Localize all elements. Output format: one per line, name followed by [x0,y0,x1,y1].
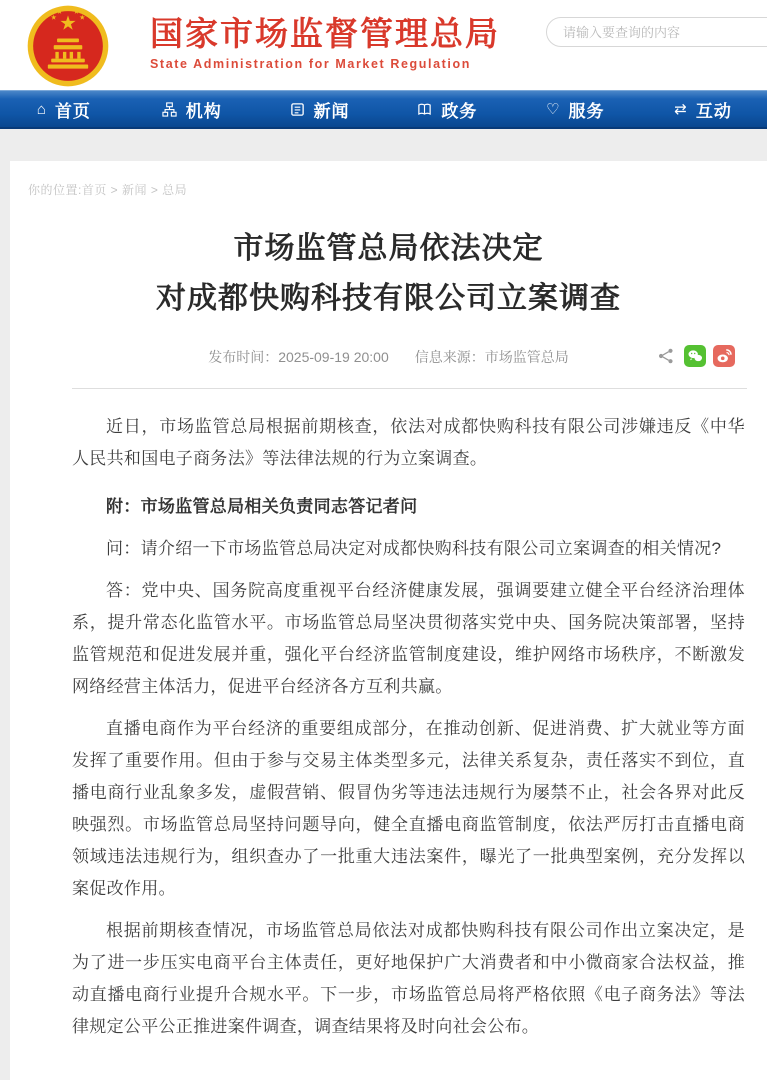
heart-icon: ♡ [546,100,560,118]
nav-item-interaction[interactable] [639,91,767,127]
paragraph: 问：请介绍一下市场监管总局决定对成都快购科技有限公司立案调查的相关情况? [106,539,722,558]
news-icon [290,102,305,117]
search-input[interactable] [546,17,767,47]
share-icon[interactable] [657,346,677,366]
source-value: 市场监管总局 [484,349,569,365]
home-icon: ⌂ [36,100,46,118]
article-card [10,161,767,1080]
org-chart-icon [162,102,177,117]
page-gap [0,129,767,161]
paragraph: 直播电商作为平台经济的重要组成部分，在推动创新、促进消费、扩大就业等方面发挥了重要作用。但由于参与交易主体类型多元，法律关系复杂，责任落实不到位，直播电商行业乱象多发，虚假营销、假冒伪劣等违法违规行为屡禁不止，社会各界对此反映强烈。市场监管总局坚持问题导向，健全直播电商监管制度，依法严厉打击直播电商领域违法违规行为，组织查办了一批重大违法案件，曝光了一批典型案例，充分发挥以案促改作用。 [72,719,745,898]
exchange-arrows-icon: ⇄ [674,100,687,118]
share-toolbar [657,345,735,367]
nav-item-organization[interactable] [128,91,256,127]
wechat-share-icon[interactable] [684,345,706,367]
national-emblem-logo [20,4,116,88]
main-nav [0,90,767,129]
source-label: 信息来源： [414,349,485,365]
site-subtitle: State Administration for Market Regulation [150,57,471,71]
nav-label-home: 首页 [54,101,91,121]
nav-label-news: 新闻 [313,101,350,121]
page-title-line2: 对成都快购科技有限公司立案调查 [156,282,621,315]
paragraph: 近日，市场监管总局根据前期核查，依法对成都快购科技有限公司涉嫌违反《中华人民共和国电子商务法》等法律法规的行为立案调查。 [72,417,745,468]
nav-item-news[interactable] [256,91,384,127]
page-title [10,224,767,324]
paragraph: 答：党中央、国务院高度重视平台经济健康发展，强调要建立健全平台经济治理体系，提升常态化监管水平。市场监管总局坚决贯彻落实党中央、国务院决策部署，坚持监管规范和促进发展并重，强化平台经济监管制度建设，维护网络市场秩序，不断激发网络经营主体活力，促进平台经济各方互利共赢。 [72,581,745,696]
article-meta [10,344,767,370]
page-title-line1: 市场监管总局依法决定 [233,232,544,265]
site-title: 国家市场监督管理总局 [150,15,500,52]
nav-item-government-affairs[interactable] [383,91,511,127]
open-book-icon [417,102,432,117]
site-branding [150,16,500,71]
nav-item-home[interactable] [0,91,128,127]
nav-label-organization: 机构 [185,101,222,121]
breadcrumb[interactable]: 你的位置:首页 > 新闻 > 总局 [28,183,188,197]
site-header [0,0,767,90]
paragraph: 根据前期核查情况，市场监管总局依法对成都快购科技有限公司作出立案决定，是为了进一步压实电商平台主体责任，更好地保护广大消费者和中小微商家合法权益，推动直播电商行业提升合规水平。下一步，市场监管总局将严格依照《电子商务法》等法律规定公平公正推进案件调查，调查结果将及时向社会公布。 [72,921,745,1036]
nav-label-government-affairs: 政务 [441,101,478,121]
weibo-share-icon[interactable] [713,345,735,367]
article-body [10,389,767,1043]
attachment-heading: 附：市场监管总局相关负责同志答记者问 [106,497,418,516]
nav-label-interaction: 互动 [695,101,732,121]
nav-label-services: 服务 [568,101,605,121]
publish-time-value: 2025-09-19 20:00 [278,349,389,365]
search-area [546,17,767,47]
nav-item-services[interactable] [511,91,639,127]
publish-time-label: 发布时间： [208,349,279,365]
